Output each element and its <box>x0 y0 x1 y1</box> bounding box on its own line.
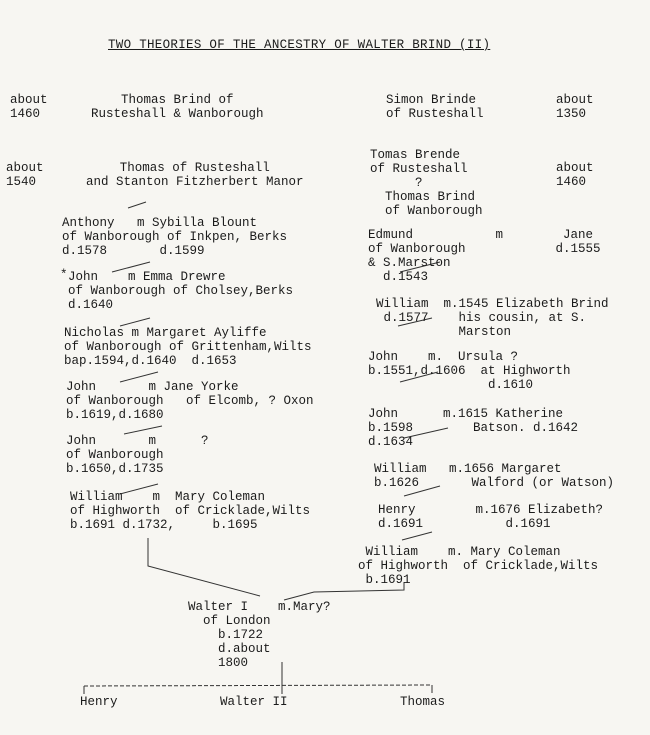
right-gen-1: Simon Brinde of Rusteshall <box>386 93 484 121</box>
right-gen-4: William m.1545 Elizabeth Brind d.1577 his cousin, at S. Marston <box>376 297 609 339</box>
left-gen-6: John m Jane Yorke of Wanborough of Elcomb, ? Oxon b.1619,d.1680 <box>66 380 314 422</box>
right-gen-2: Tomas Brende of Rusteshall ? Thomas Brind of Wanborough <box>370 148 483 218</box>
right-gen-7: William m.1656 Margaret b.1626 Walford (or Watson) <box>374 462 615 490</box>
asterisk-mark: * <box>60 268 68 282</box>
right-gen-9: William m. Mary Coleman of Highworth of Cricklade,Wilts b.1691 <box>358 545 599 587</box>
right-gen-6: John m.1615 Katherine b.1598 Batson. d.1642 d.1634 <box>368 407 579 449</box>
descent-line <box>128 202 146 208</box>
walter-i-entry: Walter I m.Mary? of London b.1722 d.about 1800 <box>188 600 331 670</box>
left-link-line <box>148 538 260 596</box>
left-gen-1: Thomas Brind of Rusteshall & Wanborough <box>91 93 264 121</box>
left-gen-7: John m ? of Wanborough b.1650,d.1735 <box>66 434 209 476</box>
right-gen-5: John m. Ursula ? b.1551,d.1606 at Highworth d.1610 <box>368 350 571 392</box>
descent-line <box>124 426 162 434</box>
right-date-2: about 1460 <box>556 161 594 189</box>
page-title: TWO THEORIES OF THE ANCESTRY OF WALTER BRIND (II) <box>108 38 491 52</box>
left-gen-4: John m Emma Drewre of Wanborough of Cholsey,Berks d.1640 <box>68 270 294 312</box>
left-date-1: about 1460 <box>10 93 48 121</box>
left-gen-5: Nicholas m Margaret Ayliffe of Wanborough of Grittenham,Wilts bap.1594,d.1640 d.1653 <box>64 326 312 368</box>
children-bar <box>84 685 432 686</box>
right-gen-3: Edmund m Jane of Wanborough d.1555 & S.Marston d.1543 <box>368 228 601 284</box>
child-henry: Henry <box>80 695 118 709</box>
left-date-2: about 1540 <box>6 161 44 189</box>
child-thomas: Thomas <box>400 695 446 709</box>
descent-line <box>120 318 150 326</box>
right-gen-8: Henry m.1676 Elizabeth? d.1691 d.1691 <box>378 503 604 531</box>
left-gen-2: Thomas of Rusteshall and Stanton Fitzherbert Manor <box>86 161 304 189</box>
descent-line <box>402 532 432 540</box>
child-walter-ii: Walter II <box>220 695 288 709</box>
left-gen-3: Anthony m Sybilla Blount of Wanborough of Inkpen, Berks d.1578 d.1599 <box>62 216 288 258</box>
left-gen-8: William m Mary Coleman of Highworth of Cricklade,Wilts b.1691 d.1732, b.1695 <box>70 490 311 532</box>
right-date-1: about 1350 <box>556 93 594 121</box>
